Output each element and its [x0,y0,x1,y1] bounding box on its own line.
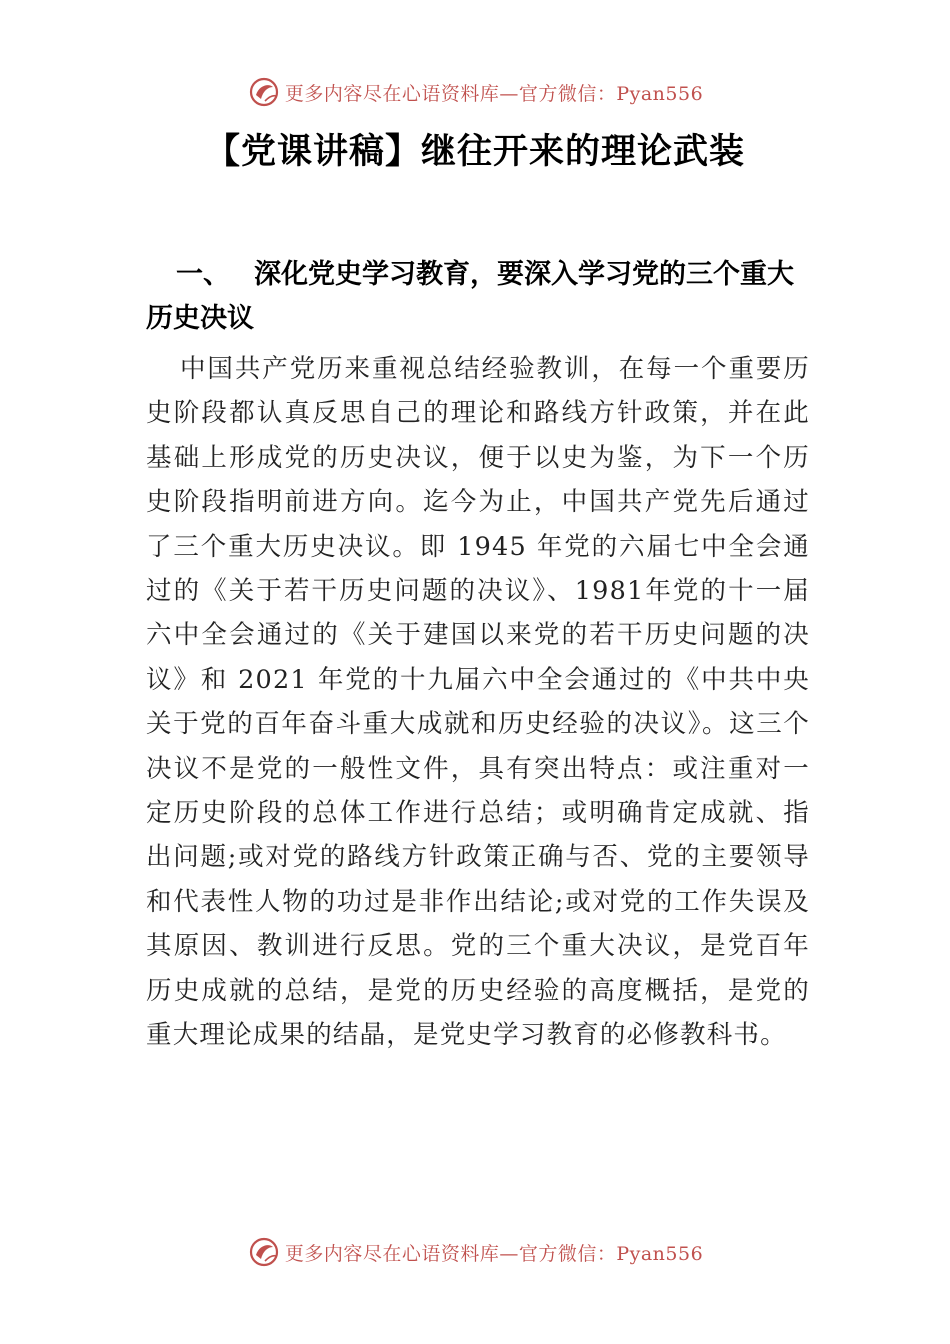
header-banner [0,72,950,112]
banner-text: 更多内容尽在心语资料库—官方微信：Pyan556 [284,82,704,105]
logo-icon [247,1235,281,1269]
body-paragraph: 中国共产党历来重视总结经验教训，在每一个重要历史阶段都认真反思自己的理论和路线方针政策，并在此基础上形成党的历史决议，便于以史为鉴，为下一个历史阶段指明前进方向。迄今为止，中国共产党先后通过了三个重大历史决议。即 1945 年党的六届七中全会通过的《关于若干历史问题的决议》、1981年党的十一届六中全会通过的《关于建国以来党的若干历史问题的决议》和 2021 年党的十九届六中全会通过的《中共中央关于党的百年奋斗重大成就和历史经验的决议》。这三个决议不是党的一般性文件，具有突出特点：或注重对一定历史阶段的总体工作进行总结；或明确肯定成就、指出问题;或对党的路线方针政策正确与否、党的主要领导和代表性人物的功过是非作出结论;或对党的工作失误及其原因、教训进行反思。党的三个重大决议，是党百年历史成就的总结，是党的历史经验的高度概括，是党的重大理论成果的结晶，是党史学习教育的必修教科书。 [146,354,810,1051]
banner-text: 更多内容尽在心语资料库—官方微信：Pyan556 [284,1242,704,1265]
section-number: 一、 [176,259,230,290]
page-title: 【党课讲稿】继往开来的理论武装 [204,132,745,172]
section-heading-text: 深化党史学习教育，要深入学习党的三个重大历史决议 [146,259,794,334]
footer-banner [0,1232,950,1272]
logo-icon [247,75,281,109]
section-heading [146,253,806,341]
